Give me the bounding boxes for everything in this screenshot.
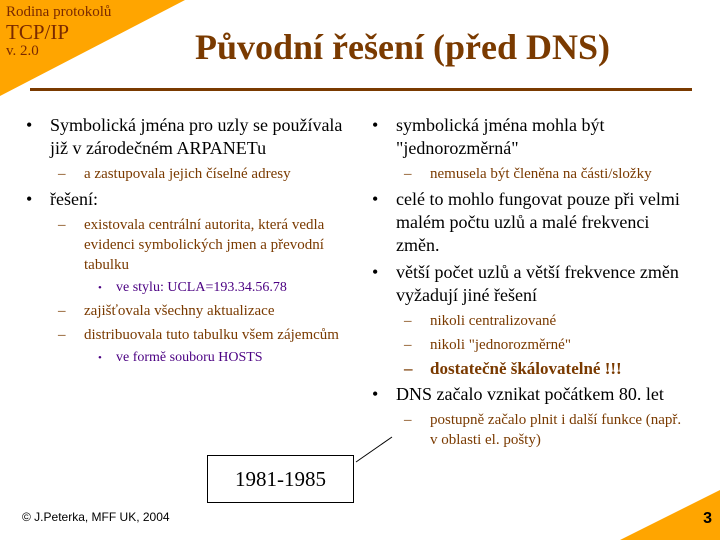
dash-marker: – (404, 166, 412, 182)
dash-marker: – (404, 412, 412, 428)
bullet-text: Symbolická jména pro uzly se používala již v zárodečném ARPANETu (50, 115, 343, 158)
sub-bullet-text: a zastupovala jejich číselné adresy (84, 166, 291, 182)
dash-marker: – (404, 313, 412, 329)
bullet-marker: • (372, 115, 379, 135)
sub-bullet-text: nikoli centralizované (430, 313, 557, 329)
sub-bullet-text: postupně začalo plnit i další funkce (např. v oblasti el. pošty) (430, 412, 682, 448)
slide-title: Původní řešení (před DNS) (195, 27, 611, 67)
bullet-text: DNS začalo vznikat počátkem 80. let (396, 384, 664, 404)
bullet-marker: • (372, 262, 379, 282)
sub-bullet-text: nemusela být členěna na části/složky (430, 166, 652, 182)
dash-marker: – (58, 217, 66, 233)
bullet-text: symbolická jména mohla být "jednorozměrná" (396, 115, 605, 158)
dash-marker: – (58, 327, 66, 343)
sub-sub-bullet-text: ve stylu: UCLA=193.34.56.78 (116, 280, 287, 295)
dash-marker: – (58, 303, 66, 319)
series-protocol: TCP/IP (6, 20, 70, 44)
sub-sub-bullet-text: ve formě souboru HOSTS (116, 350, 263, 365)
bullet-marker: • (26, 115, 33, 135)
date-range-label: 1981-1985 (235, 466, 326, 491)
series-version: v. 2.0 (6, 43, 39, 59)
bullet-text: větší počet uzlů a větší frekvence změn vyžadují jiné řešení (396, 262, 679, 305)
sub-bullet-text: zajišťovala všechny aktualizace (84, 303, 275, 319)
dash-marker: – (404, 337, 412, 353)
bullet-marker: • (26, 189, 33, 209)
bullet-marker: • (98, 282, 102, 294)
sub-bullet-text: existovala centrální autorita, která vedla evidenci symbolických jmen a převodní tabulku (84, 217, 325, 273)
sub-bullet-text: nikoli "jednorozměrné" (430, 337, 571, 353)
dash-marker: – (404, 359, 413, 378)
bullet-marker: • (372, 189, 379, 209)
callout-pointer (356, 437, 392, 462)
bullet-text: řešení: (50, 189, 98, 209)
footer-copyright: © J.Peterka, MFF UK, 2004 (22, 510, 170, 524)
date-range-box (207, 455, 354, 503)
bullet-text: celé to mohlo fungovat pouze při velmi malém počtu uzlů a malé frekvenci změn. (396, 189, 680, 255)
bullet-marker: • (372, 384, 379, 404)
sub-bullet-text: dostatečně škálovatelné !!! (430, 359, 622, 378)
dash-marker: – (58, 166, 66, 182)
sub-bullet-text: distribuovala tuto tabulku všem zájemcům (84, 327, 339, 343)
bullet-marker: • (98, 352, 102, 364)
series-name: Rodina protokolů (6, 4, 112, 20)
page-number: 3 (703, 510, 712, 527)
